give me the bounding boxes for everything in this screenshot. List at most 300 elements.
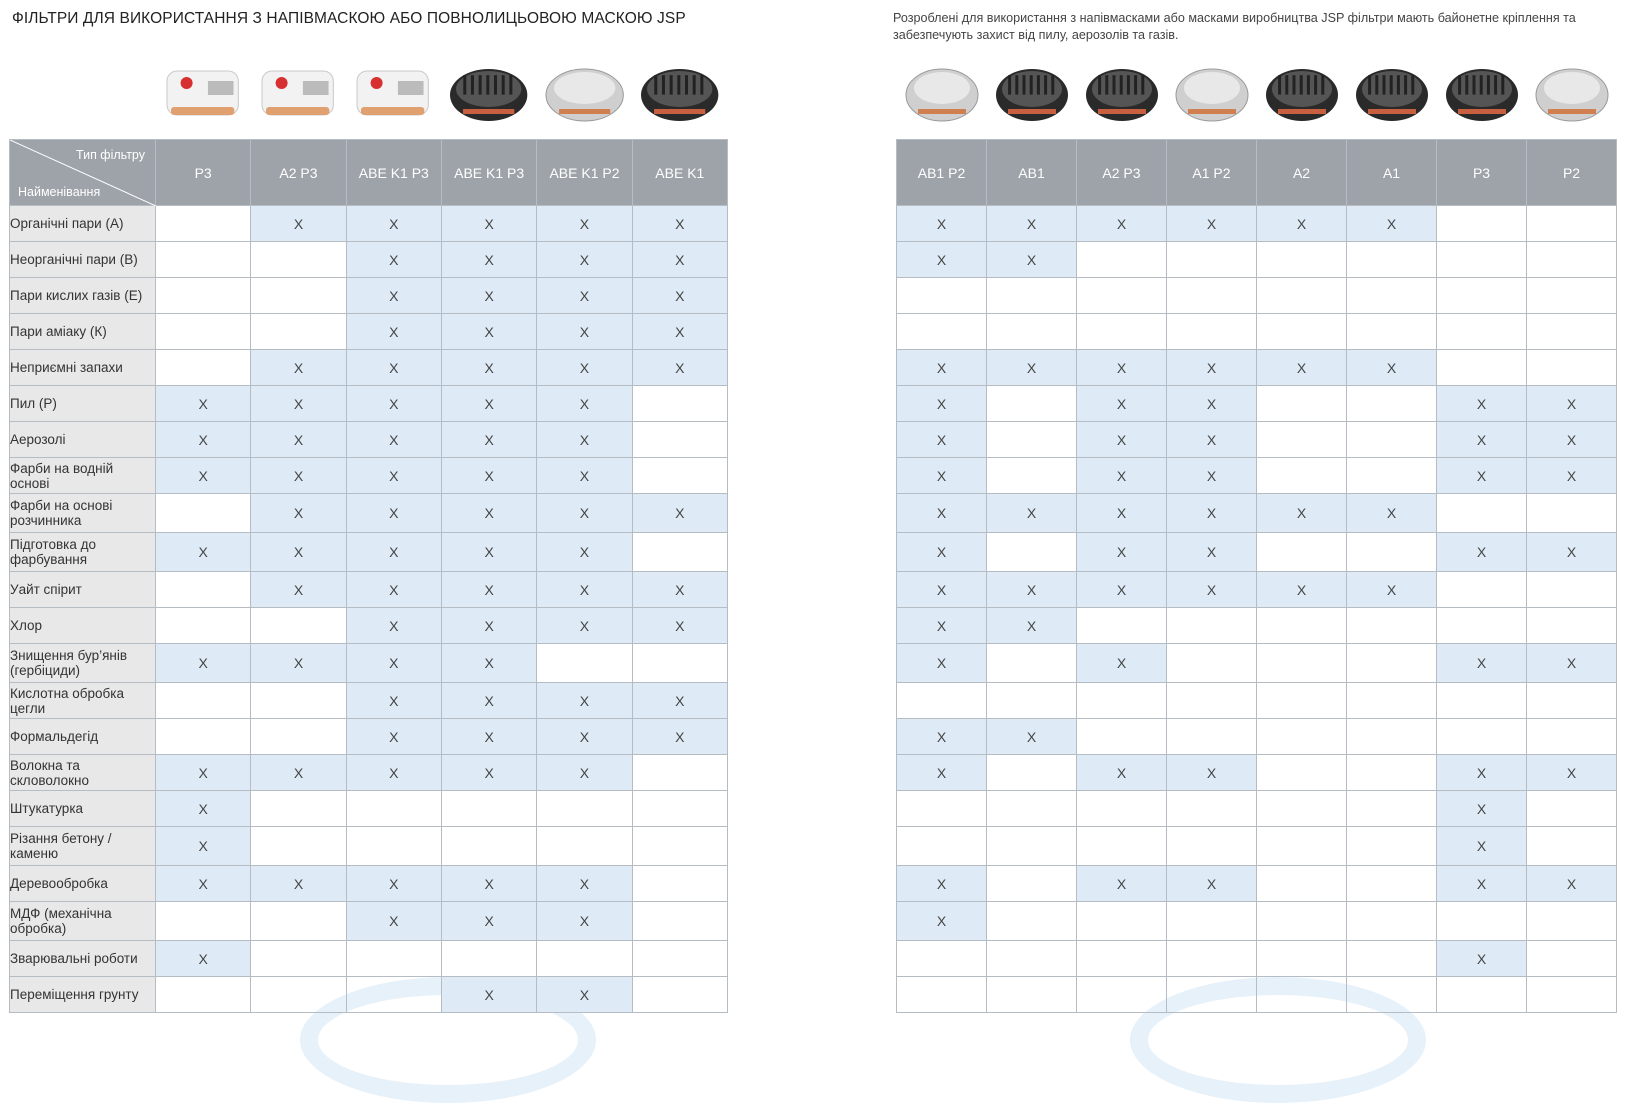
table-row xyxy=(10,866,728,902)
page-description: Розроблені для використання з напівмасками або масками виробництва JSP фільтри мають байонетне кріплення та забезпечують захист від пилу, аерозолів та газів. xyxy=(893,11,1576,42)
cell-empty xyxy=(1077,608,1167,644)
table-row xyxy=(10,242,728,278)
cell-marked: X xyxy=(346,494,441,533)
cell-empty xyxy=(251,314,346,350)
cell-empty xyxy=(1527,278,1617,314)
cell-empty xyxy=(632,902,727,941)
cell-empty xyxy=(632,422,727,458)
cell-marked: X xyxy=(1167,386,1257,422)
cell-empty xyxy=(1527,683,1617,719)
cell-empty xyxy=(987,533,1077,572)
cell-marked: X xyxy=(346,278,441,314)
cell-marked: X xyxy=(1437,422,1527,458)
cell-marked: X xyxy=(1437,386,1527,422)
cell-marked: X xyxy=(987,572,1077,608)
filter-cartridge-image xyxy=(902,55,982,127)
row-label: Підготовка до фарбування xyxy=(10,533,156,572)
cell-empty xyxy=(1437,314,1527,350)
cell-marked: X xyxy=(897,206,987,242)
cell-marked: X xyxy=(537,422,632,458)
cell-empty xyxy=(632,791,727,827)
cell-empty xyxy=(897,278,987,314)
table-row xyxy=(10,791,728,827)
cell-empty xyxy=(1077,719,1167,755)
cell-marked: X xyxy=(251,755,346,791)
column-header: AB1 xyxy=(987,140,1077,206)
cell-empty xyxy=(1257,977,1347,1013)
filter-cartridge-image xyxy=(161,55,246,127)
table-row xyxy=(10,608,728,644)
cell-empty xyxy=(632,977,727,1013)
cell-marked: X xyxy=(346,683,441,719)
table-row xyxy=(10,644,728,683)
cell-marked: X xyxy=(441,386,536,422)
cell-marked: X xyxy=(1437,533,1527,572)
cell-empty xyxy=(1257,719,1347,755)
cell-empty xyxy=(1167,242,1257,278)
cell-marked: X xyxy=(897,458,987,494)
cell-marked: X xyxy=(632,350,727,386)
cell-empty xyxy=(987,902,1077,941)
cell-marked: X xyxy=(897,608,987,644)
cell-empty xyxy=(537,644,632,683)
filter-cartridge-image xyxy=(1532,55,1612,127)
cell-marked: X xyxy=(346,719,441,755)
cell-marked: X xyxy=(897,572,987,608)
cell-empty xyxy=(251,941,346,977)
cell-empty xyxy=(987,866,1077,902)
filter-cartridge-image xyxy=(1172,55,1252,127)
cell-marked: X xyxy=(441,977,536,1013)
cell-marked: X xyxy=(987,608,1077,644)
table-row xyxy=(897,386,1617,422)
cell-empty xyxy=(1167,278,1257,314)
cell-marked: X xyxy=(1167,755,1257,791)
table-row xyxy=(897,206,1617,242)
cell-empty xyxy=(1347,278,1437,314)
cell-empty xyxy=(1257,314,1347,350)
table-row xyxy=(897,458,1617,494)
filter-cartridge-image xyxy=(1262,55,1342,127)
cell-empty xyxy=(441,827,536,866)
filter-cartridge-image xyxy=(351,55,436,127)
table-row xyxy=(897,533,1617,572)
cell-empty xyxy=(156,683,251,719)
column-header: A1 xyxy=(1347,140,1437,206)
cell-empty xyxy=(251,242,346,278)
cell-empty xyxy=(1257,941,1347,977)
cell-empty xyxy=(156,719,251,755)
cell-marked: X xyxy=(441,314,536,350)
cell-marked: X xyxy=(1077,422,1167,458)
row-label: Волокна та скловолокно xyxy=(10,755,156,791)
cell-empty xyxy=(1527,350,1617,386)
cell-marked: X xyxy=(987,350,1077,386)
cell-marked: X xyxy=(441,278,536,314)
cell-marked: X xyxy=(897,422,987,458)
cell-marked: X xyxy=(1077,572,1167,608)
cell-marked: X xyxy=(441,242,536,278)
row-label: Знищення бур’янів (гербіциди) xyxy=(10,644,156,683)
cell-empty xyxy=(1527,719,1617,755)
cell-empty xyxy=(1437,206,1527,242)
cell-empty xyxy=(897,941,987,977)
table-row xyxy=(10,902,728,941)
row-label: Різання бетону / каменю xyxy=(10,827,156,866)
cell-empty xyxy=(251,827,346,866)
cell-marked: X xyxy=(537,755,632,791)
cell-marked: X xyxy=(346,350,441,386)
row-label: Кислотна обробка цегли xyxy=(10,683,156,719)
column-header: A2 P3 xyxy=(1077,140,1167,206)
cell-marked: X xyxy=(251,572,346,608)
cell-marked: X xyxy=(346,386,441,422)
cell-empty xyxy=(632,458,727,494)
cell-marked: X xyxy=(441,494,536,533)
cell-marked: X xyxy=(1167,533,1257,572)
cell-marked: X xyxy=(1437,827,1527,866)
row-label: Формальдегід xyxy=(10,719,156,755)
row-label: Неорганічні пари (В) xyxy=(10,242,156,278)
cell-marked: X xyxy=(537,458,632,494)
cell-empty xyxy=(1437,902,1527,941)
table-row xyxy=(897,242,1617,278)
cell-empty xyxy=(987,458,1077,494)
filter-table-left xyxy=(9,139,728,1013)
cell-marked: X xyxy=(441,422,536,458)
cell-empty xyxy=(1077,941,1167,977)
cell-empty xyxy=(156,572,251,608)
cell-marked: X xyxy=(156,755,251,791)
cell-empty xyxy=(1527,572,1617,608)
cell-marked: X xyxy=(1527,386,1617,422)
cell-empty xyxy=(156,494,251,533)
cell-marked: X xyxy=(1167,458,1257,494)
cell-empty xyxy=(1257,683,1347,719)
cell-empty xyxy=(1527,494,1617,533)
cell-marked: X xyxy=(632,242,727,278)
filter-cartridge-image xyxy=(1082,55,1162,127)
cell-marked: X xyxy=(537,572,632,608)
cell-marked: X xyxy=(251,494,346,533)
cell-marked: X xyxy=(156,866,251,902)
cell-marked: X xyxy=(1527,644,1617,683)
cell-empty xyxy=(1437,350,1527,386)
cell-empty xyxy=(897,314,987,350)
cell-marked: X xyxy=(156,422,251,458)
cell-empty xyxy=(1167,683,1257,719)
cell-empty xyxy=(1527,977,1617,1013)
cell-empty xyxy=(1527,206,1617,242)
cell-empty xyxy=(441,941,536,977)
cell-empty xyxy=(1437,494,1527,533)
cell-marked: X xyxy=(897,755,987,791)
cell-marked: X xyxy=(1347,572,1437,608)
table-row xyxy=(897,278,1617,314)
cell-empty xyxy=(1437,572,1527,608)
cell-marked: X xyxy=(346,902,441,941)
cell-empty xyxy=(1257,902,1347,941)
cell-empty xyxy=(897,827,987,866)
row-label: Уайт спірит xyxy=(10,572,156,608)
cell-marked: X xyxy=(897,644,987,683)
cell-empty xyxy=(1437,977,1527,1013)
table-row xyxy=(897,572,1617,608)
cell-empty xyxy=(897,683,987,719)
cell-marked: X xyxy=(441,458,536,494)
cell-marked: X xyxy=(1257,206,1347,242)
cell-empty xyxy=(632,941,727,977)
column-header: P3 xyxy=(1437,140,1527,206)
table-row xyxy=(897,422,1617,458)
cell-empty xyxy=(251,977,346,1013)
table-row xyxy=(10,458,728,494)
cell-empty xyxy=(537,827,632,866)
cell-empty xyxy=(1167,902,1257,941)
cell-empty xyxy=(897,977,987,1013)
cell-empty xyxy=(987,278,1077,314)
filter-cartridge-image xyxy=(256,55,341,127)
column-header: ABE K1 P3 xyxy=(346,140,441,206)
table-row xyxy=(10,719,728,755)
cell-marked: X xyxy=(987,242,1077,278)
cell-marked: X xyxy=(537,608,632,644)
column-header: P3 xyxy=(156,140,251,206)
cell-empty xyxy=(632,755,727,791)
row-label: Пил (Р) xyxy=(10,386,156,422)
table-row xyxy=(10,572,728,608)
cell-empty xyxy=(156,278,251,314)
filter-cartridge-image xyxy=(542,55,627,127)
cell-marked: X xyxy=(1527,422,1617,458)
table-row xyxy=(897,827,1617,866)
cell-empty xyxy=(1077,791,1167,827)
cell-empty xyxy=(987,314,1077,350)
cell-marked: X xyxy=(537,977,632,1013)
cell-marked: X xyxy=(156,644,251,683)
cell-empty xyxy=(1347,386,1437,422)
cell-marked: X xyxy=(441,755,536,791)
cell-empty xyxy=(441,791,536,827)
cell-empty xyxy=(1437,242,1527,278)
cell-marked: X xyxy=(1437,941,1527,977)
table-row xyxy=(897,866,1617,902)
cell-empty xyxy=(987,977,1077,1013)
cell-marked: X xyxy=(1077,494,1167,533)
cell-empty xyxy=(251,902,346,941)
table-row xyxy=(897,941,1617,977)
column-header: A2 xyxy=(1257,140,1347,206)
cell-marked: X xyxy=(897,386,987,422)
cell-empty xyxy=(1257,278,1347,314)
cell-marked: X xyxy=(441,350,536,386)
cell-marked: X xyxy=(346,755,441,791)
cell-empty xyxy=(156,350,251,386)
cell-marked: X xyxy=(1167,494,1257,533)
cell-empty xyxy=(1347,608,1437,644)
cell-empty xyxy=(1527,941,1617,977)
cell-marked: X xyxy=(346,533,441,572)
cell-empty xyxy=(1437,278,1527,314)
cell-marked: X xyxy=(1347,206,1437,242)
cell-empty xyxy=(1437,683,1527,719)
name-label: Найменівання xyxy=(18,185,101,199)
cell-marked: X xyxy=(156,458,251,494)
cell-marked: X xyxy=(537,902,632,941)
cell-empty xyxy=(346,827,441,866)
cell-marked: X xyxy=(1257,572,1347,608)
cell-empty xyxy=(632,386,727,422)
cell-marked: X xyxy=(1077,386,1167,422)
table-row xyxy=(10,206,728,242)
row-label: Фарби на основі розчинника xyxy=(10,494,156,533)
cell-empty xyxy=(251,278,346,314)
cell-marked: X xyxy=(346,608,441,644)
cell-marked: X xyxy=(1167,422,1257,458)
table-row xyxy=(10,683,728,719)
cell-marked: X xyxy=(632,494,727,533)
cell-marked: X xyxy=(1077,644,1167,683)
cell-marked: X xyxy=(441,608,536,644)
cell-marked: X xyxy=(537,278,632,314)
cell-empty xyxy=(1167,644,1257,683)
cell-empty xyxy=(1167,827,1257,866)
table-row xyxy=(10,386,728,422)
row-label: Хлор xyxy=(10,608,156,644)
cell-marked: X xyxy=(346,866,441,902)
cell-empty xyxy=(346,791,441,827)
cell-empty xyxy=(1257,533,1347,572)
cell-empty xyxy=(1527,608,1617,644)
cell-marked: X xyxy=(251,206,346,242)
row-label: Пари кислих газів (Е) xyxy=(10,278,156,314)
cell-marked: X xyxy=(1527,866,1617,902)
cell-empty xyxy=(1077,242,1167,278)
cell-marked: X xyxy=(1077,458,1167,494)
cell-empty xyxy=(897,791,987,827)
cell-empty xyxy=(156,206,251,242)
cell-marked: X xyxy=(897,242,987,278)
table-row xyxy=(897,350,1617,386)
filter-cartridge-image xyxy=(446,55,531,127)
cell-marked: X xyxy=(251,644,346,683)
cell-marked: X xyxy=(897,902,987,941)
table-row xyxy=(897,755,1617,791)
cell-empty xyxy=(632,866,727,902)
cell-marked: X xyxy=(156,827,251,866)
cell-empty xyxy=(1257,242,1347,278)
cell-empty xyxy=(1257,644,1347,683)
cell-empty xyxy=(1077,278,1167,314)
cell-marked: X xyxy=(156,791,251,827)
row-label: Пари аміаку (К) xyxy=(10,314,156,350)
table-row xyxy=(897,902,1617,941)
cell-empty xyxy=(1347,866,1437,902)
cell-empty xyxy=(987,755,1077,791)
cell-empty xyxy=(1167,791,1257,827)
cell-empty xyxy=(1347,719,1437,755)
cell-marked: X xyxy=(251,458,346,494)
cell-marked: X xyxy=(537,350,632,386)
cell-empty xyxy=(1257,755,1347,791)
cell-marked: X xyxy=(346,572,441,608)
cell-empty xyxy=(1167,941,1257,977)
column-header: A2 P3 xyxy=(251,140,346,206)
table-row xyxy=(10,422,728,458)
cell-marked: X xyxy=(441,719,536,755)
cell-marked: X xyxy=(537,533,632,572)
cell-marked: X xyxy=(632,719,727,755)
cell-empty xyxy=(1347,941,1437,977)
cell-empty xyxy=(251,719,346,755)
cell-empty xyxy=(156,977,251,1013)
cell-empty xyxy=(537,791,632,827)
table-row xyxy=(897,977,1617,1013)
cell-empty xyxy=(1257,458,1347,494)
cell-marked: X xyxy=(632,278,727,314)
row-label: Неприємні запахи xyxy=(10,350,156,386)
cell-empty xyxy=(632,644,727,683)
cell-marked: X xyxy=(632,314,727,350)
cell-marked: X xyxy=(632,572,727,608)
cell-marked: X xyxy=(632,608,727,644)
cell-marked: X xyxy=(1347,494,1437,533)
cell-marked: X xyxy=(251,533,346,572)
cell-marked: X xyxy=(897,533,987,572)
cell-marked: X xyxy=(441,533,536,572)
cell-empty xyxy=(1077,977,1167,1013)
cell-empty xyxy=(1347,977,1437,1013)
cell-empty xyxy=(1257,791,1347,827)
cell-empty xyxy=(251,683,346,719)
cell-empty xyxy=(1347,755,1437,791)
cell-marked: X xyxy=(632,206,727,242)
cell-empty xyxy=(1347,791,1437,827)
cell-empty xyxy=(1347,533,1437,572)
cell-empty xyxy=(1347,242,1437,278)
cell-marked: X xyxy=(441,683,536,719)
filter-table-right xyxy=(896,139,1617,1013)
cell-marked: X xyxy=(1257,494,1347,533)
cell-empty xyxy=(346,977,441,1013)
cell-marked: X xyxy=(346,422,441,458)
cell-empty xyxy=(1257,866,1347,902)
filter-cartridge-image xyxy=(992,55,1072,127)
table-row xyxy=(897,683,1617,719)
cell-marked: X xyxy=(537,206,632,242)
cell-empty xyxy=(632,533,727,572)
cell-empty xyxy=(987,422,1077,458)
cell-marked: X xyxy=(897,866,987,902)
cell-marked: X xyxy=(537,866,632,902)
cell-marked: X xyxy=(632,683,727,719)
cell-empty xyxy=(1437,719,1527,755)
cell-marked: X xyxy=(1437,755,1527,791)
cell-empty xyxy=(987,644,1077,683)
cell-marked: X xyxy=(251,386,346,422)
filter-type-label: Тип фільтру xyxy=(76,148,145,162)
table-row xyxy=(897,644,1617,683)
cell-marked: X xyxy=(251,422,346,458)
cell-marked: X xyxy=(346,458,441,494)
cell-marked: X xyxy=(251,350,346,386)
cell-empty xyxy=(1437,608,1527,644)
cell-marked: X xyxy=(156,533,251,572)
cell-empty xyxy=(632,827,727,866)
cell-marked: X xyxy=(1437,644,1527,683)
cell-marked: X xyxy=(1527,755,1617,791)
row-label: Зварювальні роботи xyxy=(10,941,156,977)
